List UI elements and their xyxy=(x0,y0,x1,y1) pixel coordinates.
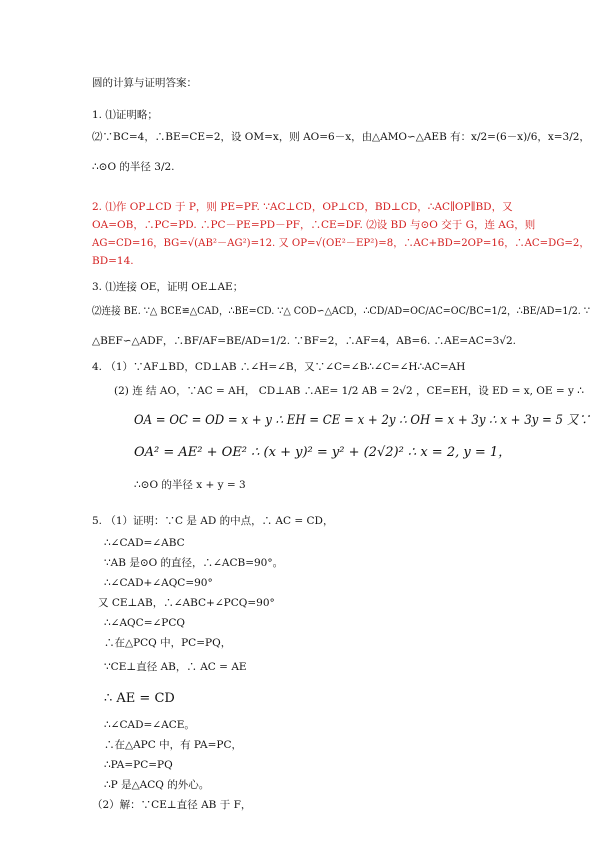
p2-line-4: BD=14. xyxy=(92,255,134,267)
p5-line-9: ∴ AE = CD xyxy=(104,691,175,706)
p5-line-8: ∵CE⊥直径 AB，∴ AC = AE xyxy=(104,661,247,673)
p1-line-1: 1. ⑴证明略； xyxy=(92,109,158,121)
p5-line-5: 又 CE⊥AB，∴∠ABC+∠PCQ=90° xyxy=(98,597,275,609)
p5-line-2: ∴∠CAD=∠ABC xyxy=(104,537,185,549)
p1-line-3: ∴⊙O 的半径 3/2. xyxy=(92,161,175,173)
document-title: 圆的计算与证明答案： xyxy=(92,77,197,89)
p5-line-13: ∴P 是△ACQ 的外心。 xyxy=(104,779,210,791)
p5-line-7: ∴在△PCQ 中，PC=PQ， xyxy=(104,637,232,649)
p4-line-5: ∴⊙O 的半径 x + y = 3 xyxy=(134,479,246,491)
p5-line-11: ∴在△APC 中，有 PA=PC， xyxy=(104,739,243,751)
p5-line-12: ∴PA=PC=PQ xyxy=(104,759,173,771)
p3-line-1: 3. ⑴连接 OE，证明 OE⊥AE； xyxy=(92,281,244,293)
p3-line-2: ⑵连接 BE. ∵△ BCE≌△CAD，∴BE=CD. ∵△ COD∽△ACD，∴CD/AD=OC/AC=OC/BC=1/2，∴BE/AD=1/2. ∵ xyxy=(92,305,590,317)
p2-line-3: AG=CD=16，BG=√(AB²－AG²)=12. 又 OP=√(OE²－EP²)=8，∴AC+BD=2OP=16，∴AC=DG=2， xyxy=(92,237,590,249)
p5-line-6: ∴∠AQC=∠PCQ xyxy=(104,617,186,629)
p2-line-1: 2. ⑴作 OP⊥CD 于 P，则 PE=PF. ∵AC⊥CD，OP⊥CD，BD⊥CD，∴AC∥OP∥BD，又 xyxy=(92,201,513,213)
p5-line-10: ∴∠CAD=∠ACE。 xyxy=(104,719,195,731)
p5-line-3: ∵AB 是⊙O 的直径，∴∠ACB=90°。 xyxy=(104,557,284,569)
p5-line-14: （2）解：∵CE⊥直径 AB 于 F， xyxy=(92,799,252,811)
p5-line-1: 5. （1）证明：∵C 是 AD 的中点，∴ AC = CD， xyxy=(92,515,334,527)
p4-line-4: OA² = AE² + OE² ∴ (x + y)² = y² + (2√2)² ∴ x = 2, y = 1， xyxy=(134,445,512,460)
p5-line-4: ∴∠CAD+∠AQC=90° xyxy=(104,577,213,589)
p4-line-3: OA = OC = OD = x + y ∴ EH = CE = x + 2y ∴ OH = x + 3y ∴ x + 3y = 5 又∵ xyxy=(134,413,591,428)
p2-line-2: OA=OB，∴PC=PD. ∴PC－PE=PD－PF，∴CE=DF. ⑵设 BD 与⊙O 交于 G，连 AG，则 xyxy=(92,219,536,231)
p3-line-3: △BEF∽△ADF，∴BF/AF=BE/AD=1/2. ∵BF=2，∴AF=4，AB=6. ∴AE=AC=3√2. xyxy=(92,335,517,347)
p4-line-1: 4. （1）∵AF⊥BD，CD⊥AB ∴∠H=∠B，又∵∠C=∠B∴∠C=∠H∴AC=AH xyxy=(92,361,466,373)
p1-line-2: ⑵∵BC=4，∴BE=CE=2，设 OM=x，则 AO=6－x，由△AMO∽△AEB 有：x/2=(6－x)/6，x=3/2， xyxy=(92,131,590,143)
p4-line-2: (2) 连 结 AO，∵AC = AH， CD⊥AB ∴AE= 1/2 AB = 2√2 ，CE=EH，设 ED = x, OE = y ∴ xyxy=(114,385,584,397)
